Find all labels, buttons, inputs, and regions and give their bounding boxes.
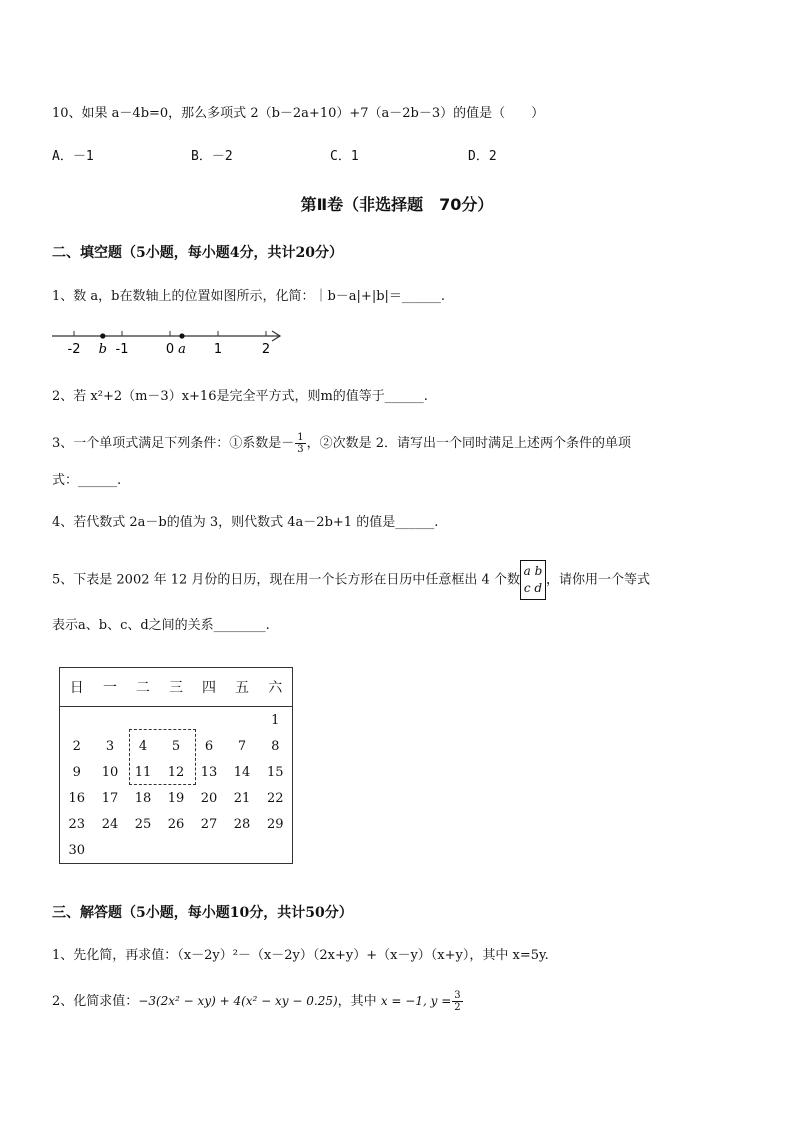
calendar-day-cell: 16 [68,790,86,806]
fill-question-3 [52,432,631,455]
fill-question-1: 1、数 a，b在数轴上的位置如图所示，化简：｜b－a|+|b|＝______. [52,289,446,304]
question-10-stem: 10、如果 a－4b=0，那么多项式 2（b－2a+10）+7（a－2b－3）的值是（ ） [52,106,545,121]
calendar-day-cell: 22 [266,790,284,806]
calendar-day-cell [126,837,159,864]
number-line-tick-label: 0 [165,342,175,357]
fill-question-5-line2: 表示a、b、c、d之间的关系________. [52,618,270,633]
q3-text-after: ，②次数是 2．请写出一个同时满足上述两个条件的单项 [306,436,632,451]
fraction-three-halves [452,990,462,1013]
calendar-day-cell: 4 [138,738,148,754]
calendar-day-cell: 30 [68,842,86,858]
fraction-numerator: 3 [454,990,461,1001]
number-line-tick-label: -2 [67,342,81,357]
q5-text-after: ，请你用一个等式 [545,572,650,588]
calendar-header-cell: 日 [60,668,94,707]
fraction-denominator: 2 [454,1002,461,1013]
calendar-day-cell: 14 [233,764,251,780]
calendar-day-cell [258,837,292,864]
calendar-day-cell: 15 [266,764,284,780]
number-line-point-label: a [178,342,186,357]
calendar-day-cell [93,707,126,734]
calendar-day-cell: 9 [72,764,81,780]
number-line-tick-label: 1 [213,342,223,357]
q2-expression: −3(2x² − xy) + 4(x² − xy − 0.25) [138,994,338,1008]
section-2-heading: 二、填空题（5小题，每小题4分，共计20分） [52,245,343,261]
calendar-day-cell [60,707,94,734]
number-line-point-label: b [98,342,107,357]
calendar-day-cell: 26 [167,816,185,832]
calendar-day-cell: 5 [171,738,181,754]
calendar-week-row [60,811,293,837]
calendar-day-cell: 11 [134,764,152,780]
calendar-header-cell: 四 [192,668,225,707]
number-line-point [179,333,184,338]
calendar-day-cell: 24 [101,816,119,832]
fill-question-4: 4、若代数式 2a－b的值为 3，则代数式 4a－2b+1 的值是______. [52,515,439,530]
calendar-day-cell [192,707,225,734]
calendar-day-cell: 23 [68,816,86,832]
calendar-day-cell [159,837,192,864]
option-c[interactable]: C．1 [330,149,359,164]
q2-text-before: 2、化简求值： [52,994,139,1009]
calendar-day-cell: 28 [233,816,251,832]
calendar-day-cell: 27 [200,816,218,832]
number-line-tick-label: 2 [261,342,271,357]
calendar-day-cell [192,837,225,864]
calendar-day-cell: 3 [105,738,115,754]
calendar-day-cell: 7 [237,738,247,754]
calendar-header-row [60,668,293,707]
calendar-day-cell: 10 [101,764,119,780]
calendar-day-cell: 13 [200,764,218,780]
fill-question-3-line2: 式：______. [52,473,122,488]
number-line [50,326,290,358]
fraction-numerator: 1 [297,432,304,443]
fraction-denominator: 3 [297,444,304,455]
option-d[interactable]: D．2 [468,149,497,164]
calendar-day-cell: 25 [134,816,152,832]
calendar-header-cell: 三 [159,668,192,707]
option-b[interactable]: B．－2 [191,149,233,164]
calendar-day-cell: 18 [134,790,152,806]
q2-condition: x = −1, y = [380,994,452,1008]
number-line-tick-label: -1 [115,342,129,357]
calendar-day-cell: 1 [271,712,280,728]
calendar-week-row [60,785,293,811]
number-line-point [100,333,105,338]
calendar-day-cell [225,837,258,864]
calendar-day-cell: 6 [204,738,214,754]
q5-text-before: 5、下表是 2002 年 12 月份的日历，现在用一个长方形在日历中任意框出 4 个数 [52,572,520,588]
calendar-header-cell: 二 [126,668,159,707]
q3-text-before: 3、一个单项式满足下列条件：①系数是－ [52,436,295,451]
calendar-day-cell [93,837,126,864]
option-a[interactable]: A．－1 [52,149,94,164]
calendar-day-cell: 19 [167,790,185,806]
part-2-title: 第Ⅱ卷（非选择题 70分） [300,195,494,214]
calendar-day-cell [225,707,258,734]
calendar-day-cell: 12 [167,764,185,780]
abcd-box [520,560,546,600]
fill-question-2: 2、若 x²+2（m－3）x+16是完全平方式，则m的值等于______. [52,389,428,404]
q2-text-mid: ，其中 [337,994,377,1009]
fill-question-5 [52,560,650,600]
calendar-day-cell: 29 [266,816,284,832]
dashed-selection-box [129,729,196,785]
solve-question-1: 1、先化简，再求值：（x－2y）²－（x－2y）（2x+y）+（x－y）（x+y），其中 x=5y. [52,948,549,963]
calendar-day-cell: 8 [271,738,280,754]
fraction-one-third [295,432,305,455]
abcd-row-2: c d [523,581,543,595]
calendar-day-cell: 20 [200,790,218,806]
calendar-header-cell: 一 [93,668,126,707]
calendar-header-cell: 六 [258,668,292,707]
calendar-day-cell: 17 [101,790,119,806]
calendar-header-cell: 五 [225,668,258,707]
section-3-heading: 三、解答题（5小题，每小题10分，共计50分） [52,905,353,921]
calendar-week-row [60,837,293,864]
calendar-day-cell: 21 [233,790,251,806]
calendar-day-cell: 2 [72,738,81,754]
solve-question-2 [52,990,464,1013]
abcd-row-1: a b [523,564,543,578]
